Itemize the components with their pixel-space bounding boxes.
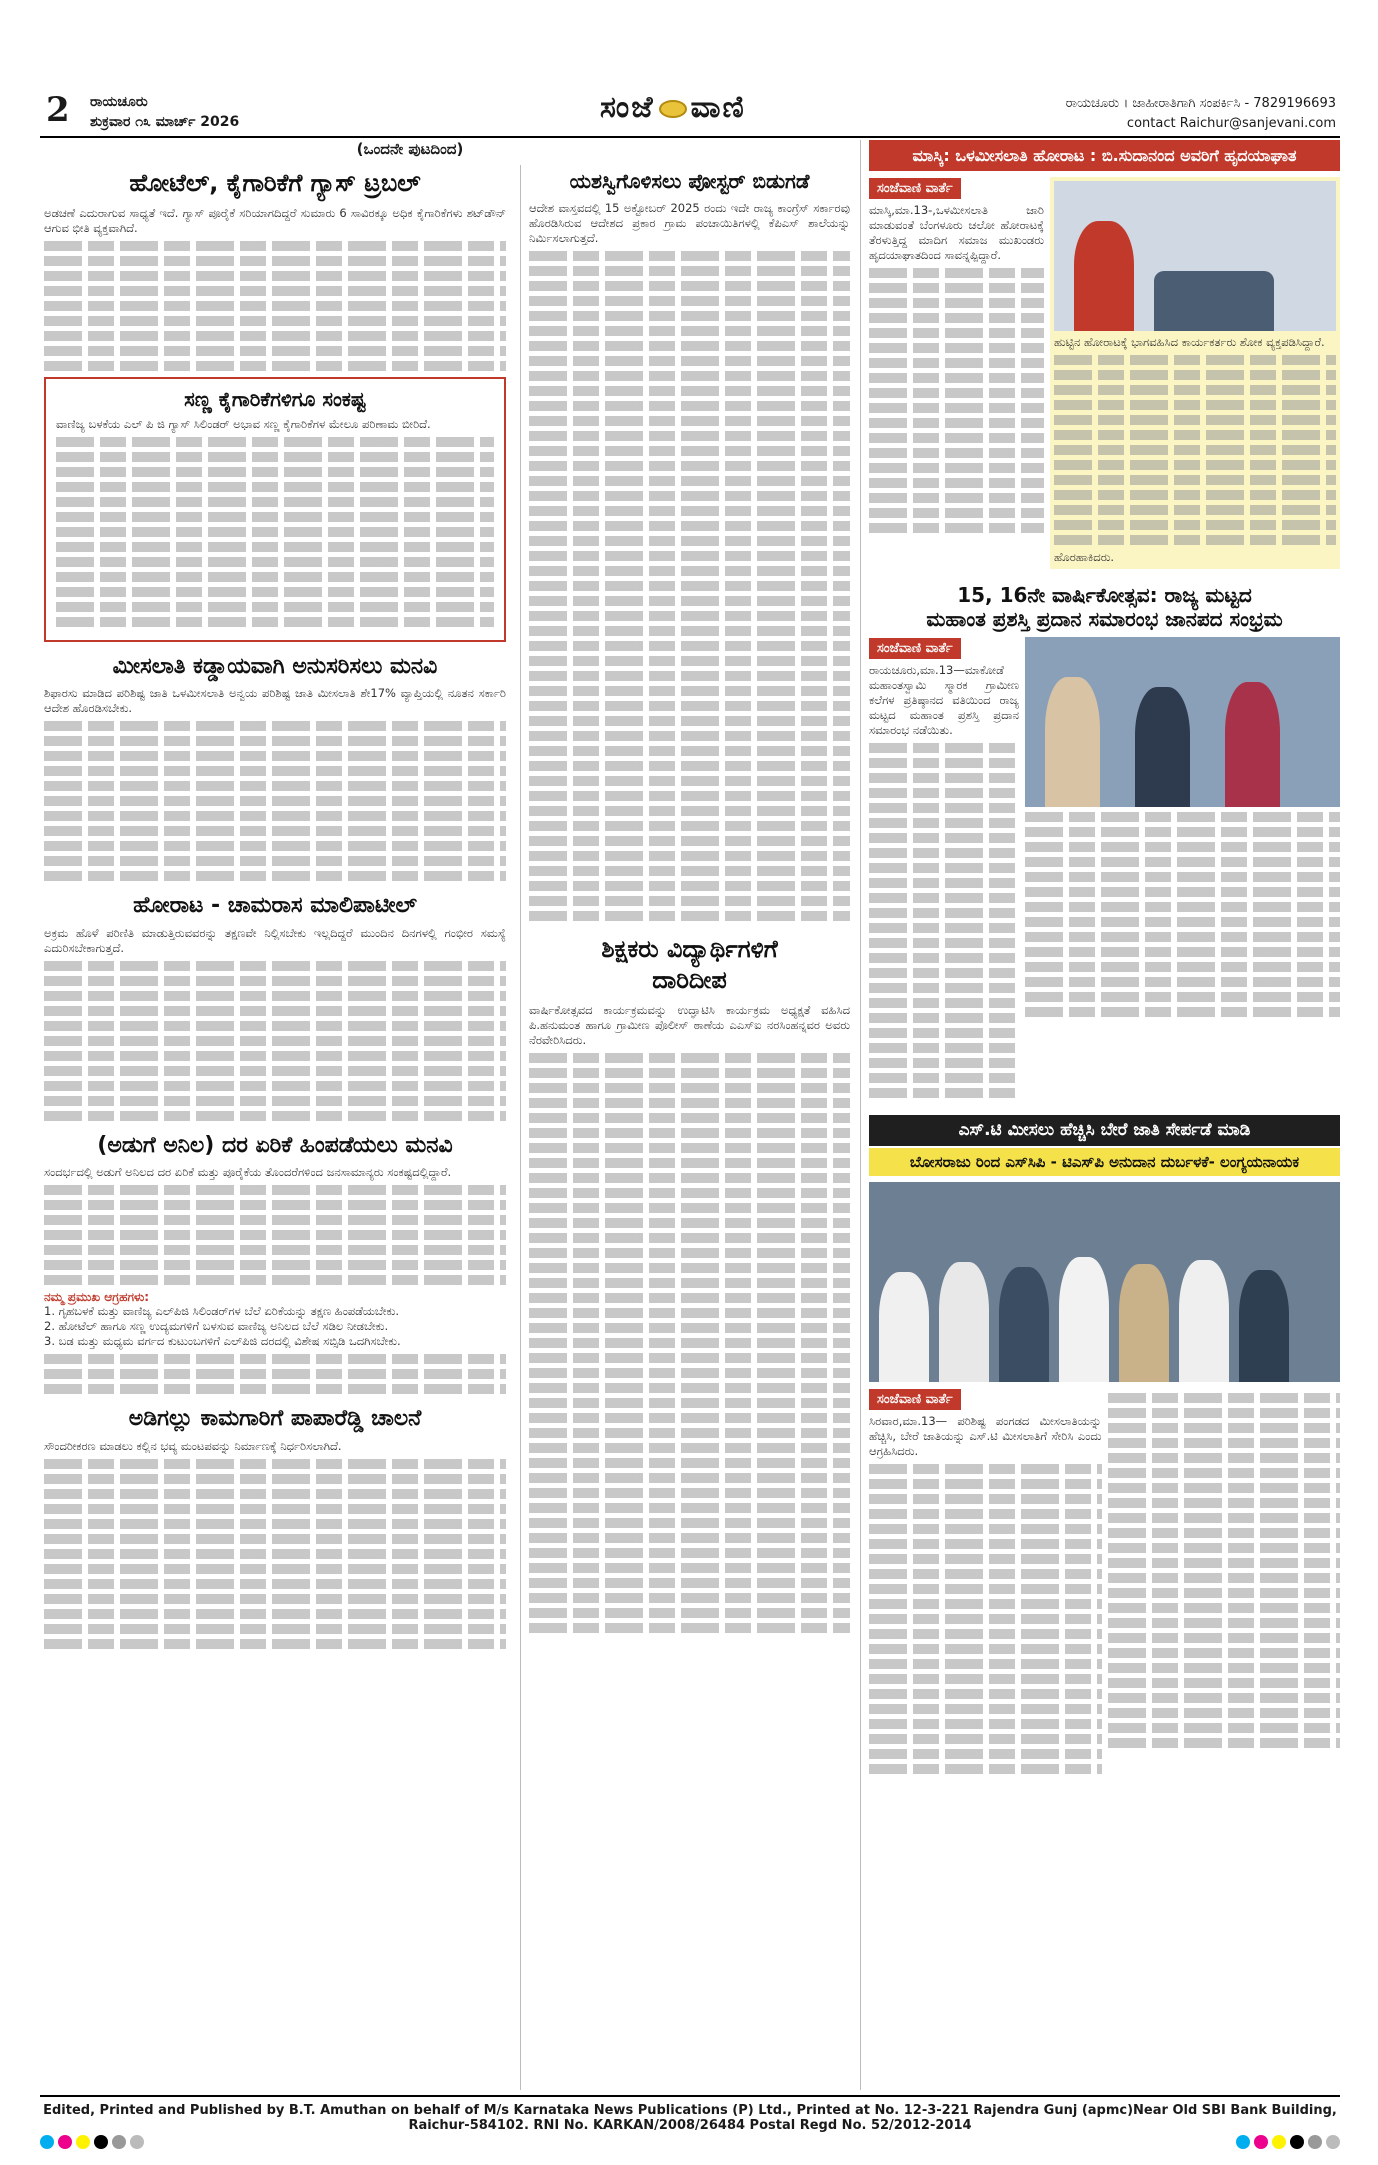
contact-info [1066, 94, 1336, 134]
st-headline-2: ಬೋಸರಾಜು ರಿಂದ ಎಸ್‌ಸಿಪಿ - ಟಿಎಸ್‌ಪಿ ಅನುದಾನ ದುರ್ಬಳಕೆ- ಲಂಗ್ಯಯನಾಯಕ [869, 1148, 1340, 1176]
contact-line2: contact Raichur@sanjevani.com [1126, 116, 1336, 131]
logo-text-right: ವಾಣಿ [690, 90, 746, 125]
contact-line1: ರಾಯಚೂರು । ಜಾಹೀರಾತಿಗಾಗಿ ಸಂಪರ್ಕಿಸಿ - 7829196693 [1065, 96, 1336, 111]
footer-imprint: Edited, Printed and Published by B.T. Amuthan on behalf of M/s Karnataka News Publications (P) Ltd., Printed at No. 12-3-221 Rajendra Gunj (apmc)Near Old SBI Bank Building, Raichur-584102. RNI No. KARKAN/2008/26484 Postal Regd No. 52/2012-2014 [40, 2095, 1340, 2133]
small-industries-box [44, 377, 506, 642]
hotel-lead: ಅಡಚಣೆ ಎದುರಾಗುವ ಸಾಧ್ಯತೆ ಇದೆ. ಗ್ಯಾಸ್ ಪೂರೈಕೆ ಸರಿಯಾಗದಿದ್ದರೆ ಸುಮಾರು 6 ಸಾವಿರಕ್ಕೂ ಅಧಿಕ ಕೈಗಾರಿಕೆಗಳು ಶಟ್‌ಡೌನ್ ಆಗುವ ಭೀತಿ ವ್ಯಕ್ತವಾಗಿದೆ. [44, 205, 506, 235]
column-middle [520, 165, 850, 2090]
globe-icon [659, 100, 687, 118]
page-number: 2 [46, 90, 70, 130]
poster-headline: ಯಶಸ್ವಿಗೊಳಿಸಲು ಪೋಸ್ಟರ್ ಬಿಡುಗಡೆ [569, 169, 810, 193]
newspaper-logo [600, 90, 746, 125]
cooking-gas-headline: (ಅಡುಗೆ ಅನಿಲ) ದರ ಏರಿಕೆ ಹಿಂಪಡೆಯಲು ಮನವಿ [97, 1132, 453, 1158]
demand-item: 3. ಬಡ ಮತ್ತು ಮಧ್ಯಮ ವರ್ಗದ ಕುಟುಂಬಗಳಿಗೆ ಎಲ್‌ಪಿಜಿ ದರದಲ್ಲಿ ವಿಶೇಷ ಸಬ್ಸಿಡಿ ಒದಗಿಸಬೇಕು. [44, 1334, 401, 1349]
demands-heading: ನಮ್ಮ ಪ್ರಮುಖ ಆಗ್ರಹಗಳು: [44, 1289, 150, 1304]
adigallu-lead: ಸೌಂದರೀಕರಣ ಮಾಡಲು ಕಲ್ಲಿನ ಭವ್ಯ ಮಂಟಪವನ್ನು ನಿರ್ಮಾಣಕ್ಕೆ ನಿರ್ಧರಿಸಲಾಗಿದೆ. [44, 1438, 342, 1453]
reservation-headline: ಮೀಸಲಾತಿ ಕಡ್ಡಾಯವಾಗಿ ಅನುಸರಿಸಲು ಮನವಿ [112, 653, 438, 679]
adigallu-headline: ಅಡಿಗಲ್ಲು ಕಾಮಗಾರಿಗೆ ಪಾಪಾರೆಡ್ಡಿ ಚಾಲನೆ [128, 1406, 422, 1432]
location: ರಾಯಚೂರು [90, 94, 148, 110]
reservation-lead: ಶಿಫಾರಸು ಮಾಡಿದ ಪರಿಶಿಷ್ಟ ಜಾತಿ ಒಳಮೀಸಲಾತಿ ಅನ್ವಯ ಪರಿಶಿಷ್ಟ ಜಾತಿ ಮೀಸಲಾತಿ ಶೇ17% ವ್ಯಾಪ್ತಿಯಲ್ಲಿ ನೂತನ ಸರ್ಕಾರಿ ಆದೇಶ ಹೊರಡಿಸಬೇಕು. [44, 686, 506, 716]
demand-item: 2. ಹೋಟೆಲ್ ಹಾಗೂ ಸಣ್ಣ ಉದ್ಯಮಗಳಿಗೆ ಬಳಸುವ ವಾಣಿಜ್ಯ ಅನಿಲದ ಬೆಲೆ ಸಡಿಲ ನೀಡಬೇಕು. [44, 1319, 389, 1334]
cooking-gas-lead: ಸಂದರ್ಭದಲ್ಲಿ ಅಡುಗೆ ಅನಿಲದ ದರ ಏರಿಕೆ ಮತ್ತು ಪೂರೈಕೆಯ ತೊಂದರೆಗಳಿಂದ ಜನಸಾಮಾನ್ಯರು ಸಂಕಷ್ಟದಲ್ಲಿದ್ದಾರೆ. [44, 1164, 452, 1179]
demand-item: 1. ಗೃಹಬಳಕೆ ಮತ್ತು ವಾಣಿಜ್ಯ ಎಲ್‌ಪಿಜಿ ಸಿಲಿಂಡರ್‌ಗಳ ಬೆಲೆ ಏರಿಕೆಯನ್ನು ತಕ್ಷಣ ಹಿಂಪಡೆಯಬೇಕು. [44, 1304, 400, 1319]
hotel-headline: ಹೋಟೆಲ್, ಕೈಗಾರಿಕೆಗೆ ಗ್ಯಾಸ್ ಟ್ರಬಲ್ [129, 169, 421, 197]
anniversary-headline-2: ಮಹಾಂತ ಪ್ರಶಸ್ತಿ ಪ್ರದಾನ ಸಮಾರಂಭ ಜಾನಪದ ಸಂಭ್ರಮ [926, 607, 1283, 632]
poster-lead: ಆದೇಶ ವಾಸ್ತವದಲ್ಲಿ 15 ಅಕ್ಟೋಬರ್ 2025 ರಂದು ಇದೇ ರಾಜ್ಯ ಕಾಂಗ್ರೆಸ್ ಸರ್ಕಾರವು ಹೊರಡಿಸಿರುವ ಆದೇಶದ ಪ್ರಕಾರ ಗ್ರಾಮ ಪಂಚಾಯಿತಿಗಳಲ್ಲಿ ಕೆಪಿಎಸ್ ಶಾಲೆಯನ್ನು ನಿರ್ಮಿಸಲಾಗುತ್ತದೆ. [529, 201, 850, 245]
st-lead: ಸಿರವಾರ,ಮಾ.13— ಪರಿಶಿಷ್ಟ ಪಂಗಡದ ಮೀಸಲಾತಿಯನ್ನು ಹೆಚ್ಚಿಸಿ, ಬೇರೆ ಜಾತಿಯನ್ನು ಎಸ್.ಟಿ ಮೀಸಲಾತಿಗೆ ಸೇರಿಸಿ ಎಂದು ಆಗ್ರಹಿಸಿದರು. [869, 1413, 1102, 1458]
protest-lead: ಅಕ್ರಮ ಹೊಳೆ ಪರಿಣಿತಿ ಮಾಡುತ್ತಿರುವವರನ್ನು ತಕ್ಷಣವೇ ನಿಲ್ಲಿಸಬೇಕು ಇಲ್ಲದಿದ್ದರೆ ಮುಂದಿನ ದಿನಗಳಲ್ಲಿ ಗಂಭೀರ ಸಮಸ್ಯೆ ಎದುರಿಸಬೇಕಾಗುತ್ತದೆ. [44, 925, 506, 955]
column-right [860, 140, 1340, 2090]
stage-photo [1025, 637, 1340, 807]
st-headline-1: ಎಸ್.ಟಿ ಮೀಸಲು ಹೆಚ್ಚಿಸಿ ಬೇರೆ ಜಾತಿ ಸೇರ್ಪಡೆ ಮಾಡಿ [869, 1115, 1340, 1145]
teachers-headline-1: ಶಿಕ್ಷಕರು ವಿದ್ಯಾರ್ಥಿಗಳಿಗೆ [601, 935, 778, 963]
masthead [40, 90, 1340, 138]
anniversary-byline: ಸಂಜೆವಾಣಿ ವಾರ್ತೆ [869, 638, 961, 659]
mourning-headline: ಮಾಸ್ಕಿ: ಒಳಮೀಸಲಾತಿ ಹೋರಾಟ : ಬಿ.ಸುದಾನಂದ ಅವರಿಗೆ ಹೃದಯಾಘಾತ [869, 140, 1340, 171]
st-byline: ಸಂಜೆವಾಣಿ ವಾರ್ತೆ [869, 1389, 961, 1410]
mourning-story [869, 177, 1340, 569]
anniversary-lead: ರಾಯಚೂರು,ಮಾ.13—ಮಾಕೋಡೆ ಮಹಾಂತಸ್ವಾಮಿ ಸ್ಮಾರಕ ಗ್ರಾಮೀಣ ಕಲೆಗಳ ಪ್ರತಿಷ್ಠಾನದ ವತಿಯಿಂದ ರಾಜ್ಯ ಮಟ್ಟದ ಮಹಾಂತ ಪ್ರಶಸ್ತಿ ಪ್ರದಾನ ಸಮಾರಂಭ ನಡೆಯಿತು. [869, 663, 1019, 738]
mourning-footnote: ಹೊರಹಾಕಿದರು. [1054, 550, 1115, 565]
mourning-side-text: ಹುಟ್ಟಿನ ಹೋರಾಟಕ್ಕೆ ಭಾಗವಹಿಸಿದ ಕಾರ್ಯಕರ್ತರು ಶೋಕ ವ್ಯಕ್ತಪಡಿಸಿದ್ದಾರೆ. [1054, 335, 1325, 350]
dateline [90, 92, 239, 132]
teachers-headline-2: ದಾರಿದೀಪ [652, 965, 727, 994]
small-industries-headline: ಸಣ್ಣ ಕೈಗಾರಿಕೆಗಳಿಗೂ ಸಂಕಷ್ಟ [184, 386, 366, 411]
anniversary-headline-1: 15, 16ನೇ ವಾರ್ಷಿಕೋತ್ಸವ: ರಾಜ್ಯ ಮಟ್ಟದ [957, 583, 1252, 608]
logo-text-left: ಸಂಜೆ [600, 90, 655, 125]
small-industries-lead: ವಾಣಿಜ್ಯ ಬಳಕೆಯ ಎಲ್ ಪಿ ಜಿ ಗ್ಯಾಸ್ ಸಿಲಿಂಡರ್ ಅಭಾವ ಸಣ್ಣ ಕೈಗಾರಿಕೆಗಳ ಮೇಲೂ ಪರಿಣಾಮ ಬೀರಿದೆ. [56, 416, 431, 431]
continued-label: (ಒಂದನೇ ಪುಟದಿಂದ) [356, 140, 464, 158]
group-photo [869, 1182, 1340, 1382]
mourning-byline: ಸಂಜೆವಾಣಿ ವಾರ್ತೆ [869, 178, 961, 199]
protest-headline: ಹೋರಾಟ - ಚಾಮರಾಸ ಮಾಲಿಪಾಟೀಲ್ [133, 893, 417, 919]
hospital-photo [1054, 181, 1336, 331]
column-left [44, 165, 506, 2090]
registration-marks [40, 2135, 1340, 2155]
date: ಶುಕ್ರವಾರ ೧೩ ಮಾರ್ಚ್ 2026 [90, 114, 240, 130]
mourning-lead: ಮಾಸ್ಕಿ,ಮಾ.13-,ಒಳಮೀಸಲಾತಿ ಜಾರಿ ಮಾಡುವಂತೆ ಬೆಂಗಳೂರು ಚಲೋ ಹೋರಾಟಕ್ಕೆ ತೆರಳುತ್ತಿದ್ದ ಮಾದಿಗ ಸಮಾಜ ಮುಖಂಡರು ಹೃದಯಾಘಾತದಿಂದ ಸಾವನ್ನಪ್ಪಿದ್ದಾರೆ. [869, 203, 1044, 263]
teachers-lead: ವಾರ್ಷಿಕೋತ್ಸವದ ಕಾರ್ಯಕ್ರಮವನ್ನು ಉದ್ಘಾಟಿಸಿ ಕಾರ್ಯಕ್ರಮ ಅಧ್ಯಕ್ಷತೆ ವಹಿಸಿದ ಪಿ.ಹನುಮಂತ ಹಾಗೂ ಗ್ರಾಮೀಣ ಪೊಲೀಸ್ ಠಾಣೆಯ ಎಎಸ್ಐ ನರಸಿಂಹನ್ನವರ ಅವರು ನೆರವೇರಿಸಿದರು. [529, 1002, 850, 1047]
